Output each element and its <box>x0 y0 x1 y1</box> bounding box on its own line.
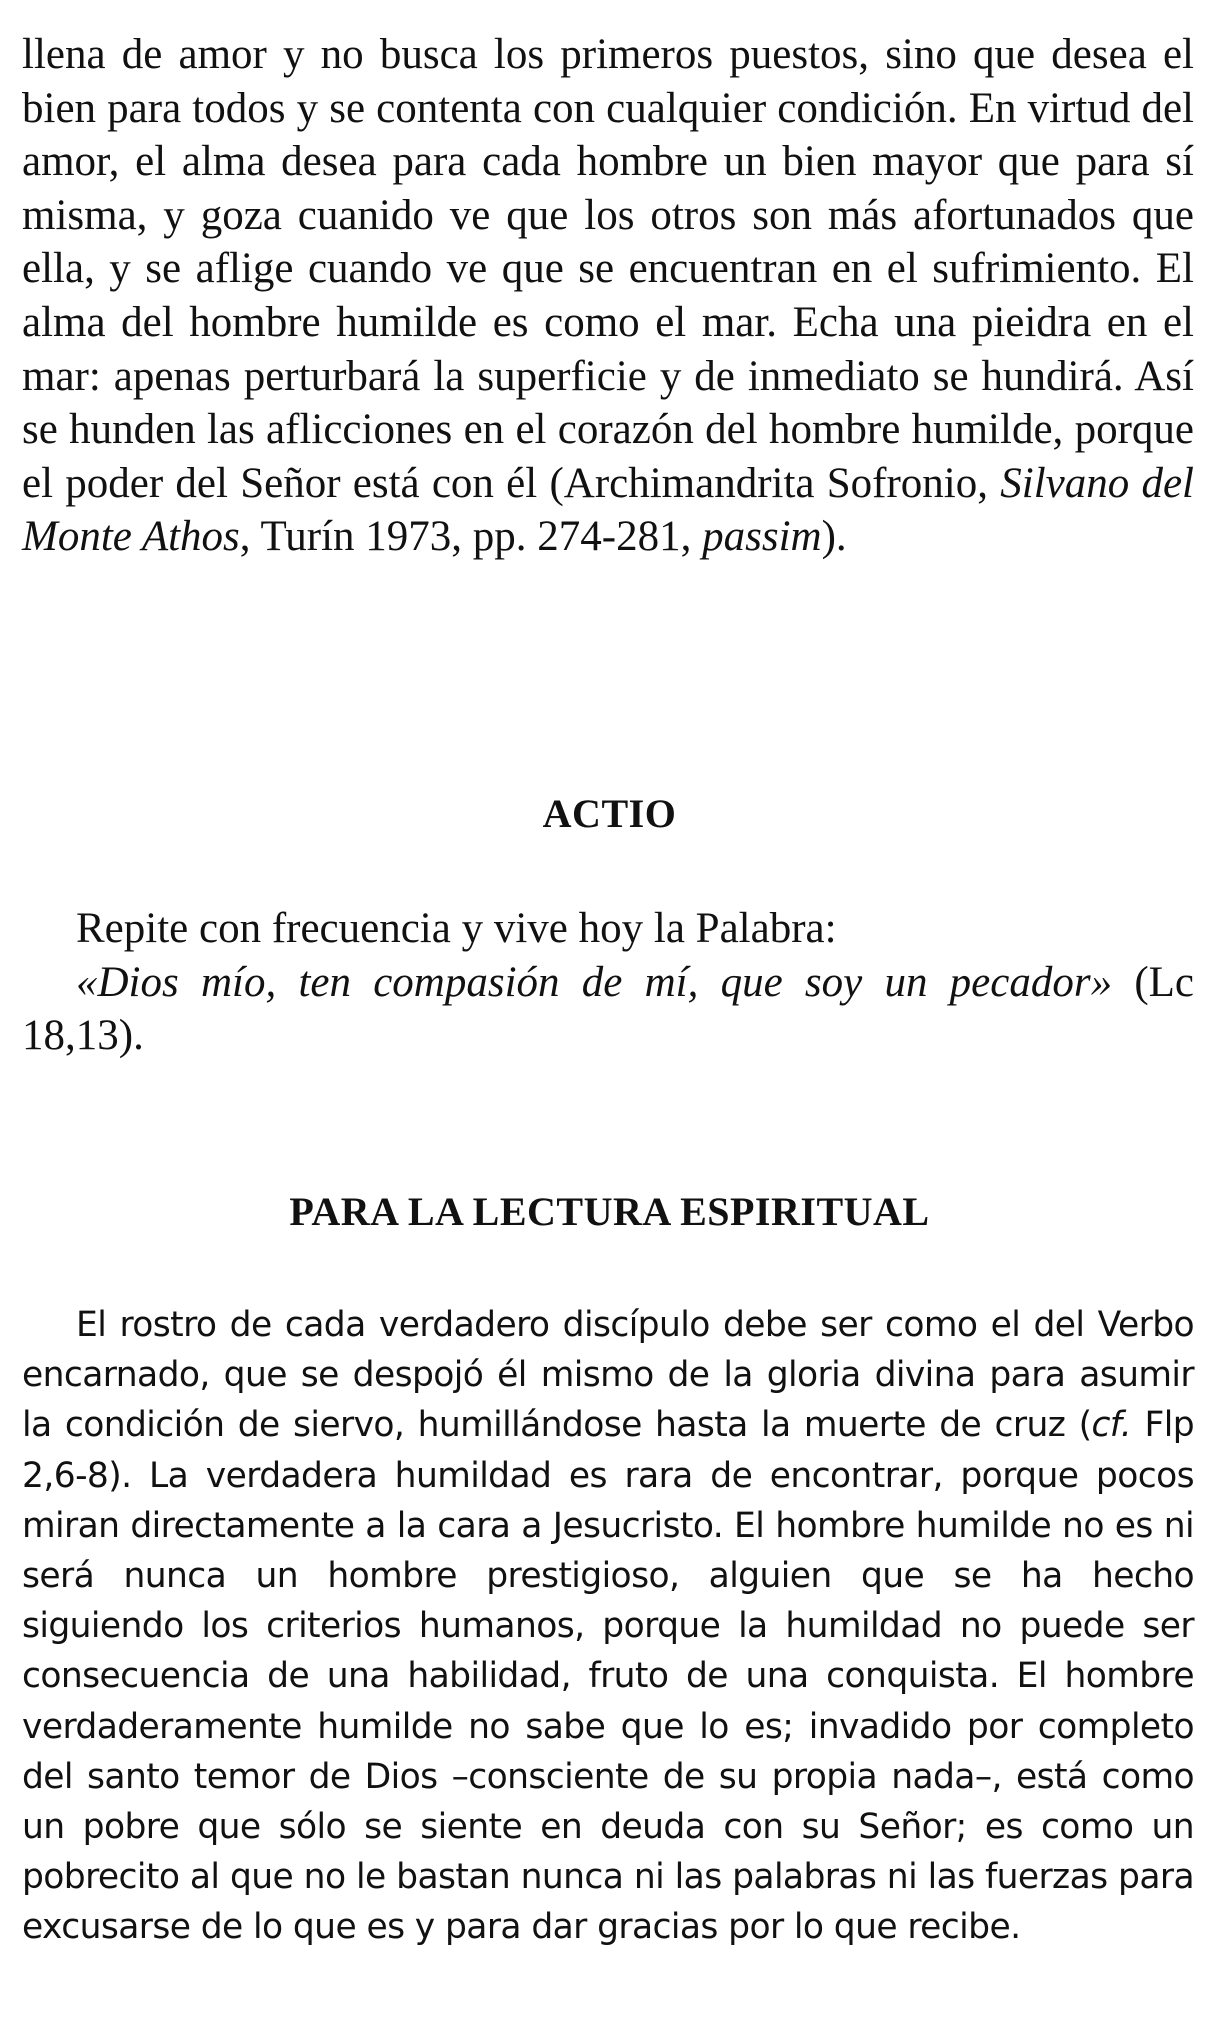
continued-text-3: ). <box>821 513 847 561</box>
actio-section <box>22 902 1194 1063</box>
actio-heading: ACTIO <box>542 791 677 836</box>
passim-word: passim <box>702 513 822 561</box>
actio-reference: (Lc 18,13). <box>22 958 1194 1060</box>
lectura-heading: PARA LA LECTURA ESPIRITUAL <box>289 1189 930 1234</box>
continued-paragraph <box>22 28 1194 564</box>
actio-instruction: Repite con frecuencia y vive hoy la Palabra: <box>76 905 837 952</box>
book-title: Silvano del Monte Athos <box>22 459 1195 561</box>
continued-text-2: , Turín 1973, pp. 274-281, <box>239 513 703 561</box>
lectura-text-1: El rostro de cada verdadero discípulo debe ser como el del Verbo encarnado, que se despojó él mismo de la gloria divina para asumir la condición de siervo, humillándose hasta la muerte de cruz ( <box>22 1305 1194 1446</box>
lectura-paragraph <box>22 1300 1194 1953</box>
actio-quote-line <box>22 956 1194 1063</box>
continued-text-1: llena de amor y no busca los primeros puestos, sino que desea el bien para todos y se contenta con cualquier condición. En virtud del amor, el alma desea para cada hombre un bien mayor que para sí misma, y goza cuanido ve que los otros son más afortunados que ella, y se aflige cuando ve que se encuentran en el sufrimiento. El alma del hombre humilde es como el mar. Echa una pieidra en el mar: apenas perturbará la superficie y de inmediato se hundirá. Así se hunden las aflicciones en el corazón del hombre humilde, porque el poder del Señor está con él (Archimandrita Sofronio, <box>22 31 1194 507</box>
actio-quote: «Dios mío, ten compasión de mí, que soy un pecador» <box>76 958 1113 1006</box>
lectura-text-2: Flp 2,6-8). La verdadera humildad es rara de encontrar, porque pocos miran directamente a la cara a Jesucristo. El hombre humilde no es ni será nunca un hombre prestigioso, alguien que se ha hecho siguiendo los criterios humanos, porque la humildad no puede ser consecuencia de una habilidad, fruto de una conquista. El hombre verdaderamente humilde no sabe que lo es; invadido por completo del santo temor de Dios –consciente de su propia nada–, está como un pobre que sólo se siente en deuda con su Señor; es como un pobrecito al que no le bastan nunca ni las palabras ni las fuerzas para excusarse de lo que es y para dar gracias por lo que recibe. <box>22 1405 1194 1948</box>
cf-abbreviation: cf. <box>1091 1405 1132 1446</box>
